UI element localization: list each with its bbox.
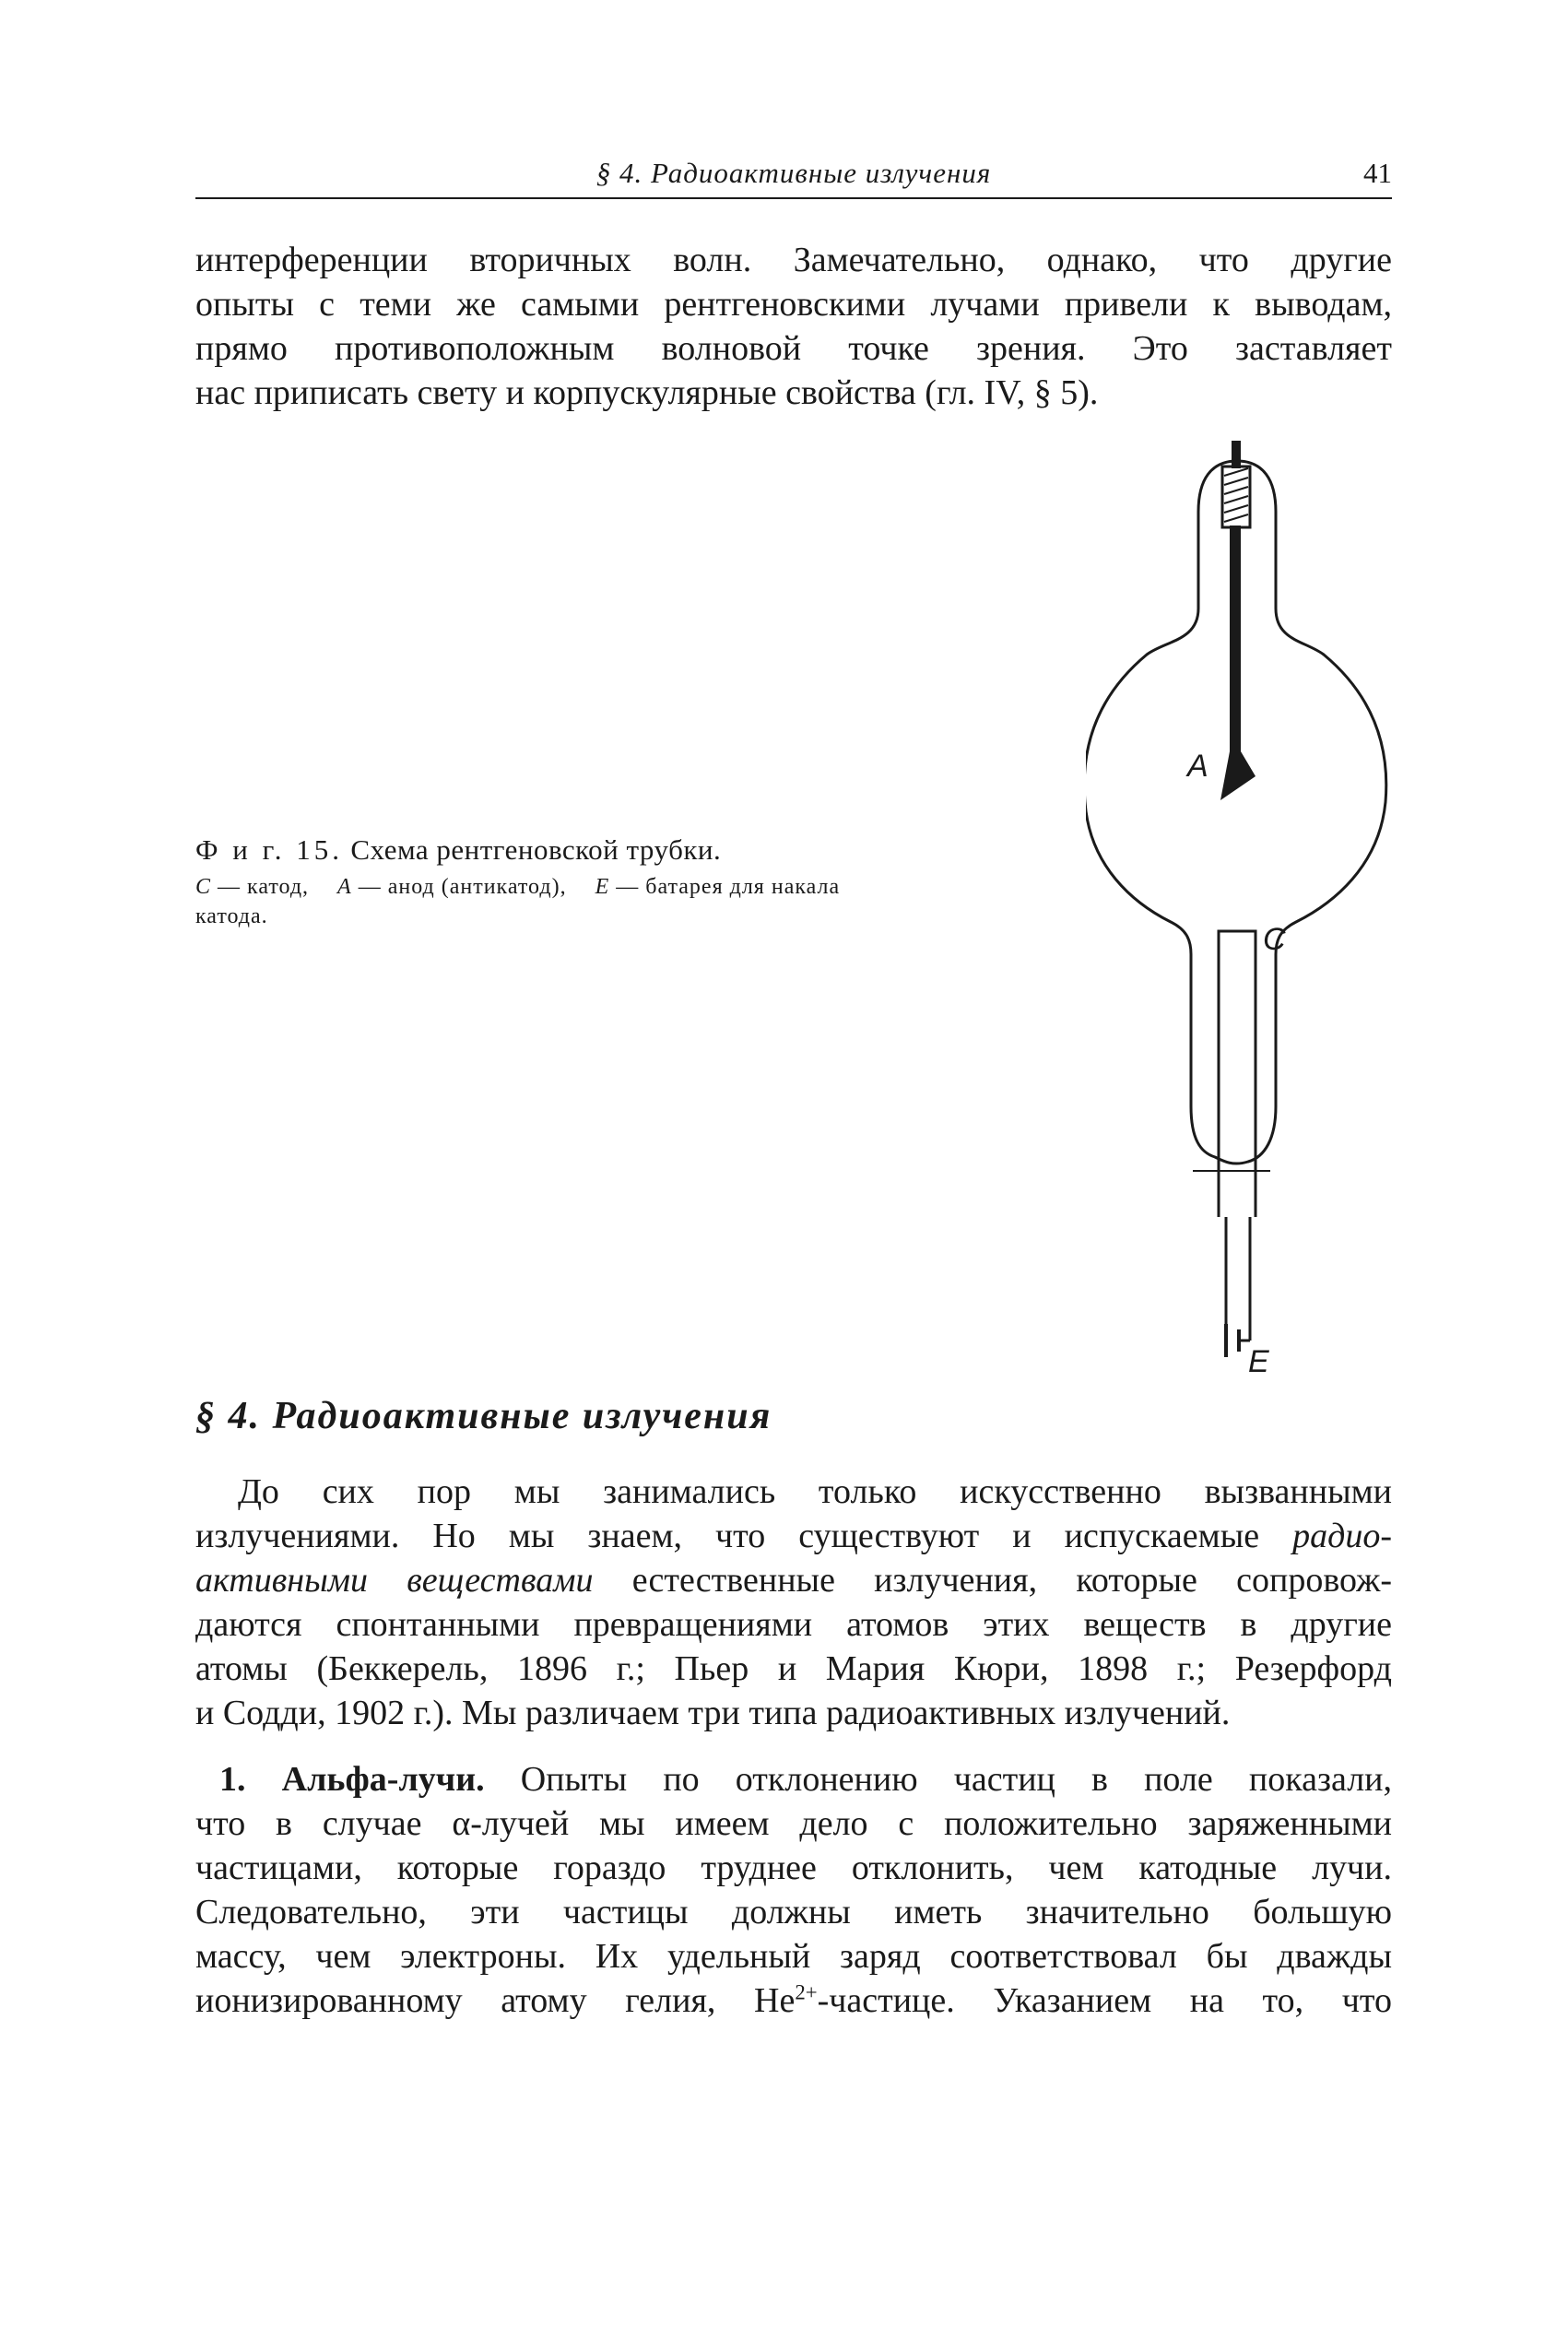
paragraph-interference <box>195 238 1392 415</box>
paragraph-radioactive <box>195 1470 1392 1735</box>
text-line: даются спонтанными превращениями атомов этих веществ в другие <box>195 1605 1392 1644</box>
text-run: Опыты по отклонению частиц в поле показали, <box>484 1760 1392 1799</box>
legend-line: катода. <box>195 904 268 928</box>
legend-letter-e: E <box>595 875 610 899</box>
legend-letter-c: C <box>195 875 212 899</box>
text-line: опыты с теми же самыми рентгеновскими лучами привели к выводам, <box>195 285 1392 324</box>
text-line <box>195 1558 1392 1602</box>
text-line: частицами, которые гораздо труднее отклонить, чем катодные лучи. <box>195 1849 1392 1887</box>
text-line: Следовательно, эти частицы должны иметь значительно большую <box>195 1893 1392 1931</box>
section-heading: § 4. Радиоактивные излучения <box>195 1395 772 1437</box>
text-run: излучениями. Но мы знаем, что существуют и испускаемые <box>195 1517 1293 1555</box>
legend-text-c: — катод, <box>218 875 310 899</box>
page-number: 41 <box>1363 157 1392 189</box>
text-run: -частице. Указанием на то, что <box>817 1981 1392 2020</box>
text-line: До сих пор мы занимались только искусственно вызванными <box>238 1472 1392 1511</box>
anode-terminal <box>1232 441 1241 468</box>
anticathode <box>1220 751 1256 800</box>
cathode-holder <box>1219 931 1256 1217</box>
label-cathode: C <box>1263 922 1286 957</box>
caption-legend <box>195 872 1062 931</box>
text-line: нас приписать свету и корпускулярные свойства (гл. IV, § 5). <box>195 373 1099 412</box>
text-line: массу, чем электроны. Их удельный заряд соответствовал бы дважды <box>195 1937 1392 1976</box>
text-run: ионизированному атому гелия, He <box>195 1981 796 2020</box>
paragraph-alpha-rays <box>195 1757 1392 2023</box>
label-battery: E <box>1248 1344 1269 1379</box>
label-anode: A <box>1187 749 1208 784</box>
xray-tube-diagram <box>1086 433 1399 1392</box>
text-line <box>195 1514 1392 1558</box>
text-line <box>195 1757 1392 1801</box>
legend-text-e: — батарея для накала <box>616 875 841 899</box>
text-line: и Содди, 1902 г.). Мы различаем три типа радиоактивных излучений. <box>195 1694 1231 1732</box>
text-line: атомы (Беккерель, 1896 г.; Пьер и Мария Кюри, 1898 г.; Резерфорд <box>195 1649 1392 1688</box>
legend-letter-a: A <box>337 875 352 899</box>
text-run: естественные излучения, которые сопровож- <box>593 1561 1392 1600</box>
figure-caption <box>195 832 1062 931</box>
text-line: прямо противоположным волновой точке зрения. Это заставляет <box>195 329 1392 368</box>
running-title: § 4. Радиоактивные излучения <box>595 157 992 189</box>
legend-text-a: — анод (антикатод), <box>358 875 567 899</box>
charge-superscript: 2+ <box>795 1980 818 2004</box>
text-run-italic: активными веществами <box>195 1561 594 1600</box>
caption-figure-number: Ф и г. 15. <box>195 833 344 866</box>
legend-line <box>195 872 1062 902</box>
anode-rod <box>1230 526 1241 756</box>
alpha-rays-heading: 1. Альфа-лучи. <box>219 1760 485 1799</box>
text-line <box>195 1979 1392 2023</box>
text-line: что в случае α-лучей мы имеем дело с положительно заряженными <box>195 1804 1392 1843</box>
caption-text: Схема рентгеновской трубки. <box>350 833 722 866</box>
text-run-italic: радио- <box>1292 1517 1392 1555</box>
caption-title <box>195 832 1062 868</box>
text-line: интерференции вторичных волн. Замечательно, однако, что другие <box>195 241 1392 279</box>
xray-tube-figure <box>1086 433 1399 1392</box>
running-header <box>195 149 1392 199</box>
